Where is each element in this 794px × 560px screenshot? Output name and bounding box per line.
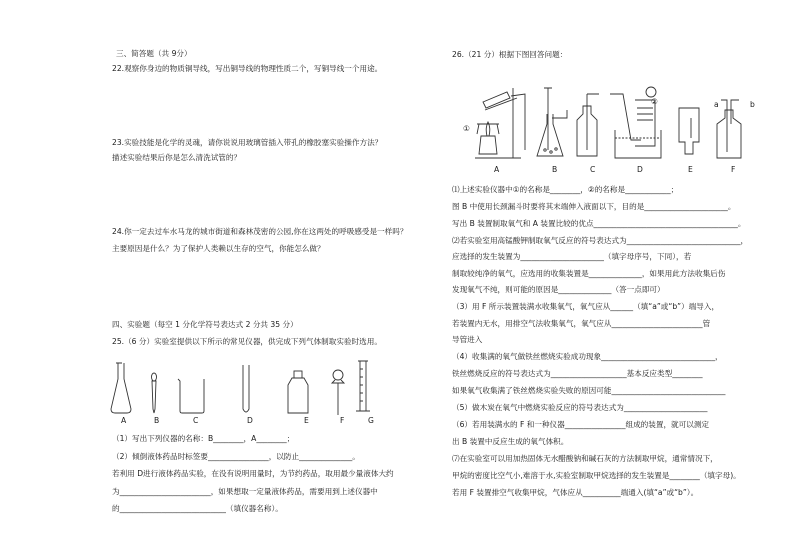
apparatus-figure-q26	[455, 80, 755, 170]
q26-line-8: （3）用 F 所示装置装满水收集氧气，氧气应从______（填“a”或“b”）端导入，	[452, 302, 720, 311]
figure-label-c: C	[590, 165, 596, 174]
q26-line-15: （6）若用装满水的 F 和一种仪器________________组成的装置，就可以测定	[452, 420, 710, 429]
q26-line-1: ⑴上述实验仪器中①的名称是________，②的名称是____________；	[452, 185, 679, 194]
apparatus-label-b: B	[154, 416, 160, 425]
figure-label-a: A	[494, 165, 500, 174]
question-26-title: 26.（21 分）根据下图回答问题：	[452, 50, 568, 59]
question-25-part1: （1）写出下列仪器的名称：B________，A________；	[112, 434, 295, 443]
q26-line-6: 制取较纯净的氧气，应选用的收集装置是______________，如果用此方法收集后伤	[452, 269, 726, 278]
flask-with-funnel-icon	[537, 88, 567, 156]
question-24-line2: 主要原因是什么？为了保护人类赖以生存的空气，你能怎么做？	[112, 244, 325, 253]
inverted-jar-icon	[679, 108, 699, 154]
question-25-part3-line1: 若利用 D进行液体药品实验，在没有说明用量时，为节约药品，取用最少量液体大约	[112, 469, 394, 478]
funnel-icon	[332, 370, 344, 415]
wash-bottle-icon	[717, 100, 741, 158]
q26-line-11: （4）收集满的氧气做铁丝燃烧实验成功现象______________________________，	[452, 352, 723, 361]
apparatus-figure-q25	[110, 355, 370, 425]
apparatus-label-d: D	[247, 416, 253, 425]
q26-line-5: 应选择的发生装置为______________________（填字母序号，下同），若	[452, 252, 692, 261]
tube-label-b: b	[750, 100, 755, 109]
section3-title: 三、简答题（共 9分）	[116, 49, 192, 58]
heating-setup-icon	[475, 88, 525, 158]
figure-label-d: D	[637, 165, 643, 174]
marker-1: ①	[463, 124, 470, 133]
question-23-line1: 23.实验技能是化学的灵魂，请你说说用玻璃管插入带孔的橡胶塞实验操作方法？	[112, 138, 383, 147]
section4-title: 四、实验题（每空 1 分化学符号表达式 2 分共 35 分）	[112, 320, 298, 329]
q26-line-2: 图 B 中使用长颈漏斗时要将其末端伸入液面以下，目的是______________________。	[452, 202, 736, 211]
q26-line-4: ⑵若实验室用高锰酸钾制取氧气反应的符号表达式为______________________________，	[452, 236, 749, 245]
q26-line-9: 若装置内无水，用排空气法收集氧气，氧气应从________________________管	[452, 319, 711, 328]
gas-bottle-icon	[577, 94, 599, 156]
question-25-intro: 25.（6 分）实验室提供以下所示的常见仪器，供完成下列气体制取实验时选用。	[112, 337, 382, 346]
q26-line-19: 若用 F 装置排空气收集甲烷，气体应从__________端通入(填“a”或“b”）。	[452, 488, 699, 497]
q26-line-3: 写出 B 装置制取氧气和 A 装置比较的优点______________________________________。	[452, 219, 746, 228]
apparatus-label-c: C	[193, 416, 199, 425]
graduated-cylinder-icon	[356, 361, 370, 411]
question-25-part2: （2）倾倒液体药品时标签要________________，以防止______________。	[112, 452, 360, 461]
tube-label-a: a	[714, 100, 719, 109]
apparatus-label-a: A	[121, 416, 127, 425]
q26-line-18: 甲烷的密度比空气小,难溶于水,实验室制取甲烷选择的发生装置是________（填字母)。	[452, 471, 741, 480]
q26-line-12: 铁丝燃烧反应的符号表达式为____________________基本反应类型________	[452, 369, 703, 378]
reagent-bottle-icon	[288, 371, 308, 413]
figure-label-f: F	[731, 165, 736, 174]
q26-line-16: 出 B 装置中反应生成的氧气体积。	[452, 437, 569, 446]
apparatus-label-g: G	[368, 416, 374, 425]
q26-line-7: 发现氧气不纯，则可能的原因是______________（答一点即可）	[452, 285, 665, 294]
question-25-part3-line3: 的____________________________（填仪器名称）。	[112, 504, 283, 513]
figure-label-b: B	[552, 165, 558, 174]
dropper-icon	[152, 373, 157, 413]
question-25-part3-line2: 为________________________，如果想取一定量液体药品，需要用到上述仪器中	[112, 487, 378, 496]
question-22: 22.观察你身边的物质铜导线，写出铜导线的物理性质二个，写铜导线一个用途。	[112, 64, 383, 73]
figure-label-e: E	[688, 165, 693, 174]
apparatus-label-e: E	[304, 416, 309, 425]
q26-line-13: 如果氧气收集满了铁丝燃烧实验失败的原因可能______________________________	[452, 386, 726, 395]
beaker-icon	[178, 379, 204, 413]
marker-2: ②	[651, 97, 658, 106]
q26-line-17: ⑺在实验室可以用加热固体无水醋酸钠和碱石灰的方法制取甲烷，通常情况下，	[452, 454, 718, 463]
conical-flask-icon	[111, 363, 131, 413]
q26-line-14: （5）做木炭在氧气中燃烧实验反应的符号表达式为______________________	[452, 403, 708, 412]
test-tube-icon	[243, 365, 249, 412]
q26-line-10: 导管进入	[452, 335, 483, 344]
question-24-line1: 24.你一定去过车水马龙的城市街道和森林茂密的公园,你在这两处的呼吸感受是一样吗？	[112, 227, 408, 236]
apparatus-label-f: F	[340, 416, 345, 425]
question-23-line2: 描述实验结果后你是怎么清洗试管的？	[112, 153, 242, 162]
